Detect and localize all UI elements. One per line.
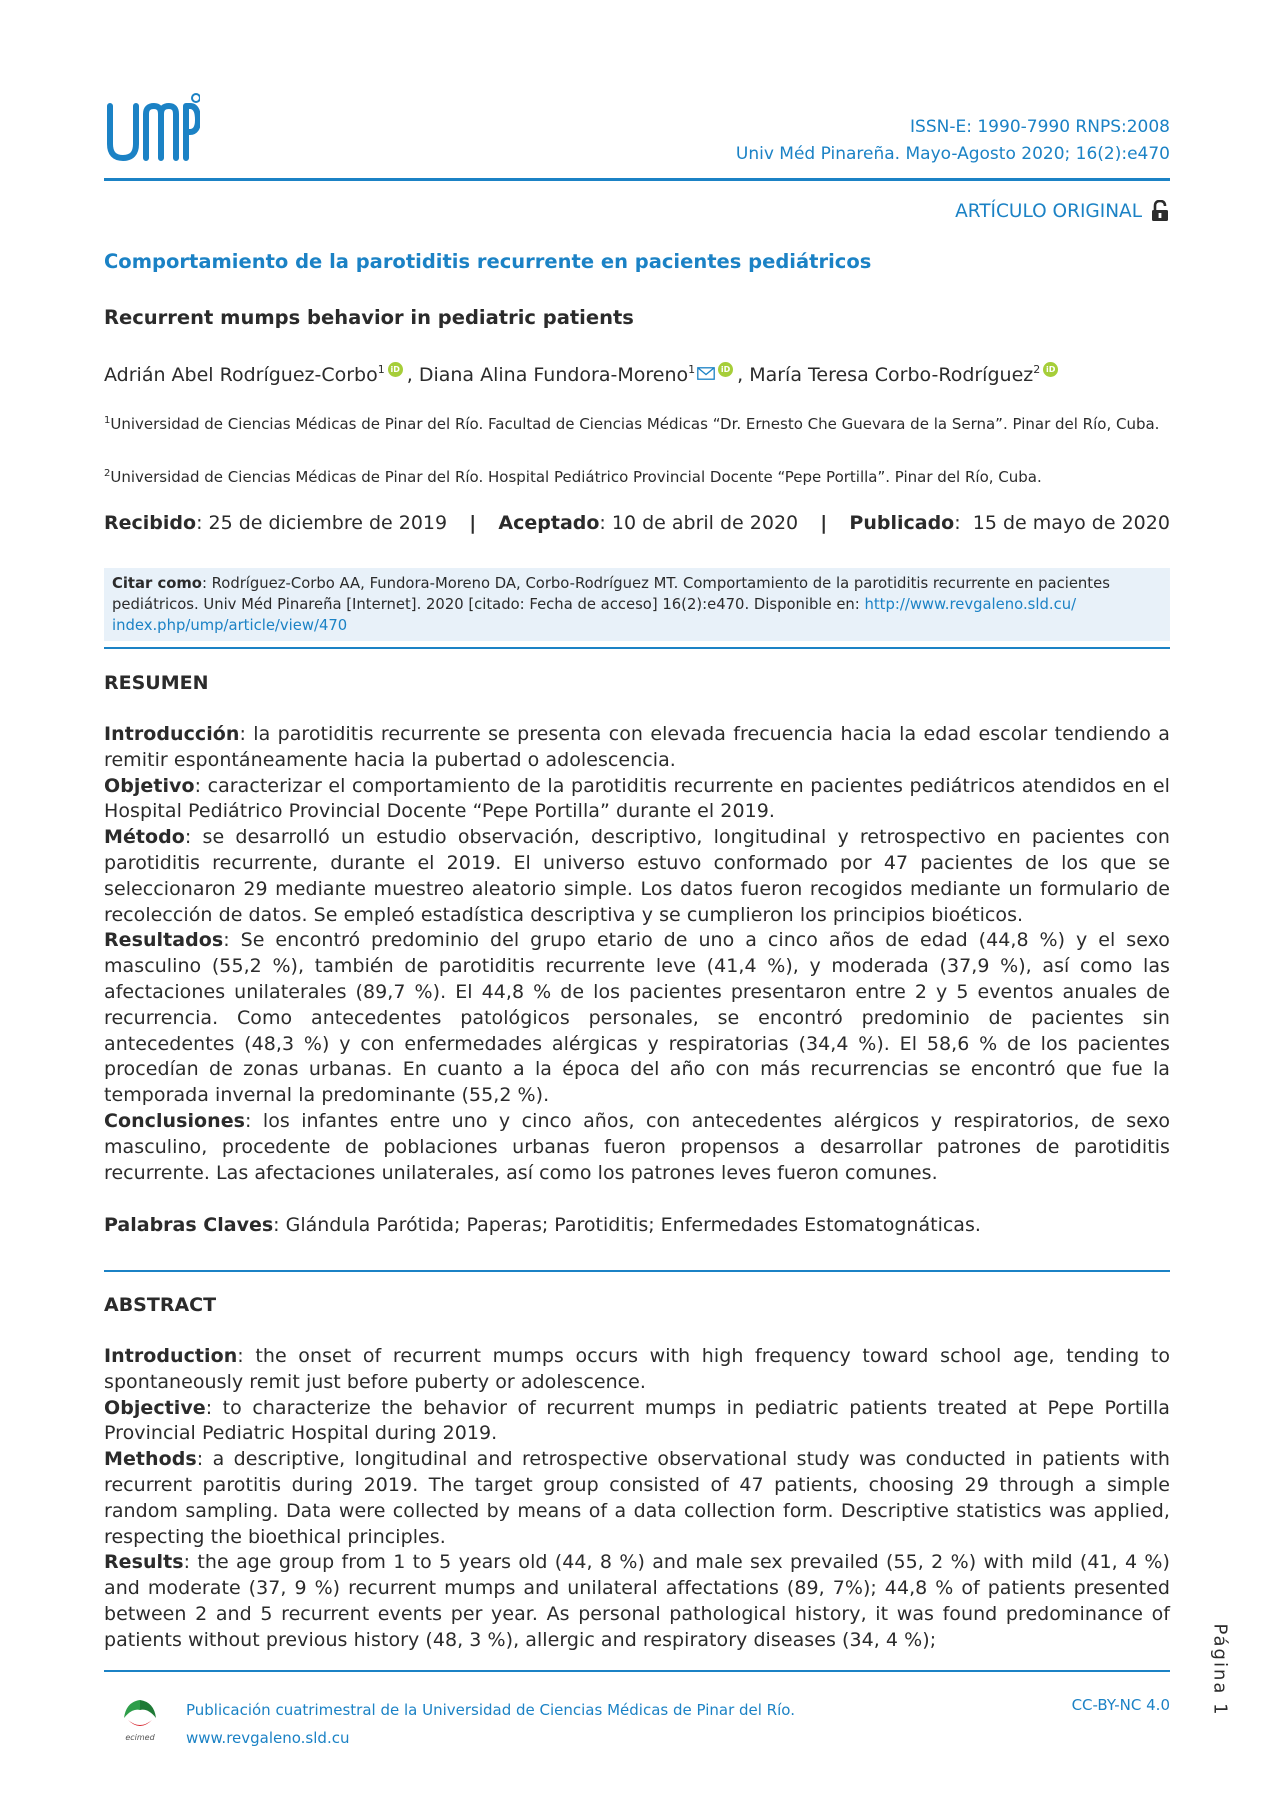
orcid-icon[interactable]: iD <box>388 362 403 377</box>
abstract-heading: ABSTRACT <box>104 1294 217 1316</box>
abstract-body <box>104 1344 1170 1654</box>
header-divider <box>104 178 1170 181</box>
author-list <box>104 364 1062 386</box>
page-label: Página 1 <box>1209 1623 1231 1717</box>
affiliation-sup: 2 <box>104 468 111 479</box>
affiliation-text: Universidad de Ciencias Médicas de Pinar del Río. Facultad de Ciencias Médicas “Dr. Ernesto Che Guevara de la Serna”. Pinar del Río, Cuba. <box>110 415 1160 433</box>
abstract-paragraph: Results: the age group from 1 to 5 years old (44, 8 %) and male sex prevailed (55, 2 %) with mild (41, 4 %) and moderate (37, 9 %) recurrent mumps and unilateral affectations (89, 7%); 44,8 % of patients presented between 2 and 5 recurrent events per year. As personal pathological history, it was found predominance of patients without previous history (48, 3 %), allergic and respiratory diseases (34, 4 %); <box>104 1551 1170 1651</box>
affiliation-text: Universidad de Ciencias Médicas de Pinar del Río. Hospital Pediátrico Provincial Docente “Pepe Portilla”. Pinar del Río, Cuba. <box>110 468 1042 486</box>
abstract-paragraph: Introduction: the onset of recurrent mumps occurs with high frequency toward school age, tending to spontaneously remit just before puberty or adolescence. <box>104 1345 1170 1393</box>
resumen-divider <box>104 1270 1170 1272</box>
resumen-body <box>104 722 1170 1186</box>
resumen-paragraph: Objetivo: caracterizar el comportamiento de la parotiditis recurrente en pacientes pediátricos atendidos en el Hospital Pediátrico Provincial Docente “Pepe Portilla” durante el 2019. <box>104 774 1170 823</box>
author-name: , Diana Alina Fundora-Moreno <box>406 364 689 386</box>
accepted-date: Aceptado: 10 de abril de 2020 <box>498 512 799 534</box>
resumen-paragraph: Método: se desarrolló un estudio observación, descriptivo, longitudinal y retrospectivo en pacientes con parotiditis recurrente, durante el 2019. El universo estuvo conformado por 47 pacientes de los que se seleccionaron 29 mediante muestreo aleatorio simple. Los datos fueron recogidos mediante un formulario de recolección de datos. Se empleó estadística descriptiva y se cumplieron los principios bioéticos. <box>104 826 1170 926</box>
abstract-paragraph: Methods: a descriptive, longitudinal and retrospective observational study was conducted in patients with recurrent parotitis during 2019. The target group consisted of 47 patients, choosing 29 through a simple random sampling. Data were collected by means of a data collection form. Descriptive statistics was applied, respecting the bioethical principles. <box>104 1448 1170 1548</box>
journal-reference: Univ Méd Pinareña. Mayo-Agosto 2020; 16(2):e470 <box>735 144 1170 164</box>
resumen-paragraph: Introducción: la parotiditis recurrente se presenta con elevada frecuencia hacia la edad escolar tendiendo a remitir espontáneamente hacia la pubertad o adolescencia. <box>104 723 1170 771</box>
author-affiliation-sup: 1 <box>688 362 696 376</box>
svg-text:UMP: UMP <box>104 92 107 93</box>
published-date: Publicado: 15 de mayo de 2020 <box>849 512 1170 534</box>
footer-website-link[interactable]: www.revgaleno.sld.cu <box>186 1729 350 1747</box>
footer-divider <box>104 1670 1170 1672</box>
author-name: , María Teresa Corbo-Rodríguez <box>737 364 1034 386</box>
date-separator: | <box>820 512 828 534</box>
svg-text:ecimed: ecimed <box>125 1733 155 1742</box>
affiliation <box>104 410 1170 435</box>
orcid-icon[interactable]: iD <box>718 362 733 377</box>
received-date: Recibido: 25 de diciembre de 2019 <box>104 512 448 534</box>
keywords-text: : Glándula Parótida; Paperas; Parotiditis; Enfermedades Estomatognáticas. <box>273 1214 981 1236</box>
orcid-icon[interactable]: iD <box>1043 362 1058 377</box>
article-type-label: ARTÍCULO ORIGINAL <box>955 200 1142 222</box>
resumen-paragraph: Resultados: Se encontró predominio del grupo etario de uno a cinco años de edad (44,8 %) y el sexo masculino (55,2 %), también de parotiditis recurrente leve (41,4 %), y moderada (37,9 %), así como las afectaciones unilaterales (89,7 %). El 44,8 % de los pacientes presentaron entre 2 y 5 eventos anuales de recurrencia. Como antecedentes patológicos personales, se encontró predominio de pacientes sin antecedentes (48,3 %) y con enfermedades alérgicas y respiratorias (34,4 %). El 58,6 % de los pacientes procedían de zonas urbanas. En cuanto a la época del año con más recurrencias se encontró que fue la temporada invernal la predominante (55,2 %). <box>104 929 1170 1107</box>
publication-dates <box>104 512 1170 534</box>
email-icon[interactable] <box>697 367 715 380</box>
article-type <box>955 200 1170 222</box>
date-separator: | <box>469 512 477 534</box>
keywords-label: Palabras Claves <box>104 1214 274 1236</box>
resumen-paragraph: Conclusiones: los infantes entre uno y cinco años, con antecedentes alérgicos y respiratorios, de sexo masculino, procedente de poblaciones urbanas fueron propensos a desarrollar patrones de parotiditis recurrente. Las afectaciones unilaterales, así como los patrones leves fueron comunes. <box>104 1109 1170 1184</box>
title-spanish: Comportamiento de la parotiditis recurrente en pacientes pediátricos <box>104 250 872 273</box>
citation-label: Citar como <box>112 575 202 592</box>
author-affiliation-sup: 2 <box>1033 362 1041 376</box>
title-english: Recurrent mumps behavior in pediatric patients <box>104 306 634 329</box>
citation-box <box>104 568 1170 641</box>
abstract-paragraph: Objective: to characterize the behavior of recurrent mumps in pediatric patients treated at Pepe Portilla Provincial Pediatric Hospital during 2019. <box>104 1396 1170 1445</box>
author-name: Adrián Abel Rodríguez-Corbo <box>104 364 378 386</box>
issn: ISSN-E: 1990-7990 RNPS:2008 <box>910 117 1170 137</box>
keywords <box>104 1214 981 1236</box>
license-label[interactable]: CC-BY-NC 4.0 <box>1071 1696 1170 1714</box>
citation-text: : Rodríguez-Corbo AA, Fundora-Moreno DA, Corbo-Rodríguez MT. Comportamiento de la parotiditis recurrente en pacientes pediátricos. Univ Méd Pinareña [Internet]. 2020 [citado: Fecha de acceso] 16(2):e470. Disponible en: <box>112 575 1110 613</box>
page-number <box>1205 1570 1235 1770</box>
affiliation-sup: 1 <box>104 415 111 426</box>
ecimed-logo <box>118 1696 162 1742</box>
publication-note: Publicación cuatrimestral de la Universidad de Ciencias Médicas de Pinar del Río. <box>186 1701 795 1719</box>
affiliation <box>104 463 1170 488</box>
resumen-heading: RESUMEN <box>104 672 209 694</box>
footer-info <box>186 1696 795 1752</box>
author-affiliation-sup: 1 <box>377 362 385 376</box>
open-access-lock-icon <box>1150 200 1170 222</box>
journal-logo <box>104 92 200 172</box>
citation-link[interactable]: http://www.revgaleno.sld.cu/ index.php/ump/article/view/470 <box>112 596 1077 634</box>
citation-divider <box>104 647 1170 649</box>
journal-info <box>736 114 1170 168</box>
